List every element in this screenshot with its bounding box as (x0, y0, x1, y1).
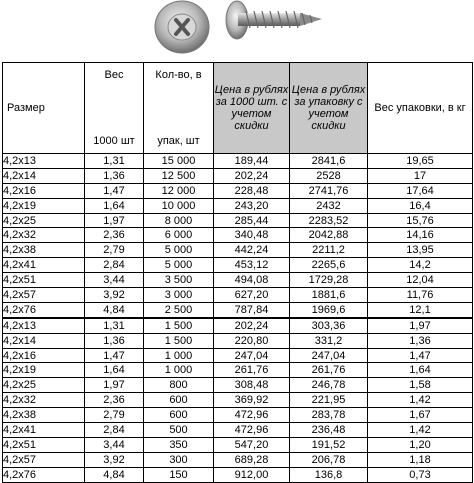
cell-price-1000: 547,20 (214, 437, 290, 452)
cell-pack-weight: 0,73 (368, 467, 473, 482)
cell-weight: 2,36 (85, 393, 144, 408)
cell-qty: 150 (144, 467, 214, 482)
cell-price-pack: 2528 (290, 168, 368, 183)
cell-pack-weight: 1,67 (368, 408, 473, 423)
cell-price-pack: 236,48 (290, 423, 368, 438)
header-weight-bottom: 1000 шт (93, 135, 135, 147)
cell-price-pack: 191,52 (290, 437, 368, 452)
cell-pack-weight: 17 (368, 168, 473, 183)
cell-size: 4,2x76 (3, 302, 85, 317)
cell-weight: 1,31 (85, 154, 144, 169)
cell-price-1000: 220,80 (214, 333, 290, 348)
cell-price-pack: 1969,6 (290, 302, 368, 317)
cell-pack-weight: 1,42 (368, 393, 473, 408)
cell-weight: 1,47 (85, 183, 144, 198)
cell-weight: 1,64 (85, 363, 144, 378)
cell-weight: 3,92 (85, 288, 144, 303)
cell-price-1000: 472,96 (214, 408, 290, 423)
cell-price-1000: 261,76 (214, 363, 290, 378)
cell-qty: 600 (144, 393, 214, 408)
cell-qty: 2 500 (144, 302, 214, 317)
cell-price-1000: 627,20 (214, 288, 290, 303)
cell-price-1000: 453,12 (214, 258, 290, 273)
cell-weight: 2,79 (85, 408, 144, 423)
table-row (3, 273, 473, 288)
cell-size: 4,2x38 (3, 408, 85, 423)
cell-price-1000: 494,08 (214, 273, 290, 288)
cell-size: 4,2x14 (3, 168, 85, 183)
table-row (3, 378, 473, 393)
cell-size: 4,2x14 (3, 333, 85, 348)
screw-side-icon (226, 1, 322, 39)
cell-qty: 800 (144, 378, 214, 393)
cell-pack-weight: 1,64 (368, 363, 473, 378)
cell-size: 4,2x19 (3, 363, 85, 378)
cell-price-1000: 912,00 (214, 467, 290, 482)
cell-qty: 5 000 (144, 243, 214, 258)
table-row (3, 288, 473, 303)
cell-pack-weight: 1,47 (368, 348, 473, 363)
cell-size: 4,2x16 (3, 183, 85, 198)
cell-pack-weight: 12,1 (368, 302, 473, 317)
cell-price-1000: 689,28 (214, 452, 290, 467)
header-pack-weight: Вес упаковки, в кг (368, 63, 473, 154)
cell-size: 4,2x57 (3, 288, 85, 303)
table-row (3, 423, 473, 438)
cell-qty: 600 (144, 408, 214, 423)
table-row (3, 452, 473, 467)
cell-price-pack: 206,78 (290, 452, 368, 467)
cell-size: 4,2x25 (3, 378, 85, 393)
table-row (3, 333, 473, 348)
cell-qty: 500 (144, 423, 214, 438)
cell-price-pack: 2741,76 (290, 183, 368, 198)
cell-price-pack: 2841,6 (290, 154, 368, 169)
cell-price-pack: 1729,28 (290, 273, 368, 288)
cell-size: 4,2x38 (3, 243, 85, 258)
cell-qty: 3 500 (144, 273, 214, 288)
cell-qty: 15 000 (144, 154, 214, 169)
cell-qty: 12 000 (144, 183, 214, 198)
cell-price-pack: 261,76 (290, 363, 368, 378)
header-weight (85, 63, 144, 154)
table-row (3, 408, 473, 423)
cell-price-1000: 787,84 (214, 302, 290, 317)
cell-price-1000: 472,96 (214, 423, 290, 438)
cell-qty: 5 000 (144, 258, 214, 273)
cell-pack-weight: 15,76 (368, 213, 473, 228)
table-row (3, 228, 473, 243)
cell-pack-weight: 17,64 (368, 183, 473, 198)
table-row (3, 198, 473, 213)
cell-size: 4,2x16 (3, 348, 85, 363)
cell-pack-weight: 19,65 (368, 154, 473, 169)
cell-price-1000: 247,04 (214, 348, 290, 363)
cell-weight: 4,84 (85, 467, 144, 482)
cell-qty: 10 000 (144, 198, 214, 213)
cell-pack-weight: 1,97 (368, 318, 473, 333)
header-size: Размер (3, 63, 85, 154)
cell-weight: 1,64 (85, 198, 144, 213)
cell-size: 4,2x51 (3, 273, 85, 288)
table-row (3, 437, 473, 452)
cell-weight: 1,36 (85, 168, 144, 183)
table-row (3, 168, 473, 183)
table-row (3, 467, 473, 482)
cell-weight: 3,44 (85, 437, 144, 452)
cell-price-pack: 2432 (290, 198, 368, 213)
cell-weight: 3,92 (85, 452, 144, 467)
table-body (3, 154, 473, 483)
cell-pack-weight: 12,04 (368, 273, 473, 288)
cell-qty: 350 (144, 437, 214, 452)
table-row (3, 183, 473, 198)
cell-weight: 4,84 (85, 302, 144, 317)
cell-weight: 1,47 (85, 348, 144, 363)
cell-size: 4,2x32 (3, 393, 85, 408)
cell-weight: 1,97 (85, 213, 144, 228)
cell-pack-weight: 16,4 (368, 198, 473, 213)
cell-size: 4,2x13 (3, 154, 85, 169)
cell-price-pack: 246,78 (290, 378, 368, 393)
cell-size: 4,2x57 (3, 452, 85, 467)
cell-size: 4,2x25 (3, 213, 85, 228)
table-row (3, 302, 473, 317)
header-qty-top: Кол-во, в (155, 69, 202, 81)
header-weight-top: Вес (104, 69, 124, 81)
cell-price-1000: 202,24 (214, 168, 290, 183)
cell-size: 4,2x41 (3, 423, 85, 438)
cell-price-1000: 202,24 (214, 318, 290, 333)
cell-price-pack: 2283,52 (290, 213, 368, 228)
cell-size: 4,2x76 (3, 467, 85, 482)
cell-qty: 1 500 (144, 318, 214, 333)
cell-pack-weight: 1,18 (368, 452, 473, 467)
price-table (2, 62, 473, 483)
cell-weight: 3,44 (85, 273, 144, 288)
header-qty-bottom: упак, шт (157, 135, 200, 147)
table-row (3, 363, 473, 378)
table-row (3, 213, 473, 228)
table-row (3, 318, 473, 333)
cell-price-pack: 221,95 (290, 393, 368, 408)
cell-weight: 2,84 (85, 423, 144, 438)
cell-pack-weight: 1,20 (368, 437, 473, 452)
table-row (3, 348, 473, 363)
cell-size: 4,2x19 (3, 198, 85, 213)
cell-price-pack: 2211,2 (290, 243, 368, 258)
cell-size: 4,2x13 (3, 318, 85, 333)
cell-price-pack: 2265,6 (290, 258, 368, 273)
table-header-row (3, 63, 473, 154)
cell-weight: 2,79 (85, 243, 144, 258)
cell-weight: 2,84 (85, 258, 144, 273)
cell-size: 4,2x41 (3, 258, 85, 273)
cell-size: 4,2x32 (3, 228, 85, 243)
table-row (3, 154, 473, 169)
header-qty (144, 63, 214, 154)
cell-price-1000: 285,44 (214, 213, 290, 228)
cell-qty: 1 500 (144, 333, 214, 348)
header-price-1000: Цена в рублях за 1000 шт. с учетом скидки (214, 63, 290, 154)
cell-price-1000: 228,48 (214, 183, 290, 198)
cell-price-pack: 2042,88 (290, 228, 368, 243)
cell-pack-weight: 11,76 (368, 288, 473, 303)
cell-size: 4,2x51 (3, 437, 85, 452)
cell-weight: 2,36 (85, 228, 144, 243)
screw-product-images (0, 0, 474, 62)
cell-qty: 12 500 (144, 168, 214, 183)
cell-price-pack: 1881,6 (290, 288, 368, 303)
cell-price-1000: 243,20 (214, 198, 290, 213)
table-row (3, 393, 473, 408)
cell-price-pack: 247,04 (290, 348, 368, 363)
cell-weight: 1,97 (85, 378, 144, 393)
cell-price-1000: 308,48 (214, 378, 290, 393)
cell-pack-weight: 1,42 (368, 423, 473, 438)
cell-qty: 3 000 (144, 288, 214, 303)
cell-pack-weight: 1,58 (368, 378, 473, 393)
cell-pack-weight: 13,95 (368, 243, 473, 258)
table-row (3, 258, 473, 273)
cell-qty: 300 (144, 452, 214, 467)
header-price-pack: Цена в рублях за упаковку с учетом скидки (290, 63, 368, 154)
cell-price-1000: 189,44 (214, 154, 290, 169)
cell-pack-weight: 1,36 (368, 333, 473, 348)
cell-pack-weight: 14,2 (368, 258, 473, 273)
cell-price-1000: 369,92 (214, 393, 290, 408)
cell-qty: 8 000 (144, 213, 214, 228)
cell-price-1000: 442,24 (214, 243, 290, 258)
cell-price-pack: 283,78 (290, 408, 368, 423)
cell-pack-weight: 14,16 (368, 228, 473, 243)
cell-price-pack: 136,8 (290, 467, 368, 482)
screw-head-icon (155, 1, 209, 53)
cell-price-pack: 331,2 (290, 333, 368, 348)
cell-weight: 1,36 (85, 333, 144, 348)
cell-price-1000: 340,48 (214, 228, 290, 243)
cell-qty: 1 000 (144, 348, 214, 363)
cell-qty: 6 000 (144, 228, 214, 243)
table-row (3, 243, 473, 258)
cell-price-pack: 303,36 (290, 318, 368, 333)
cell-weight: 1,31 (85, 318, 144, 333)
cell-qty: 1 000 (144, 363, 214, 378)
